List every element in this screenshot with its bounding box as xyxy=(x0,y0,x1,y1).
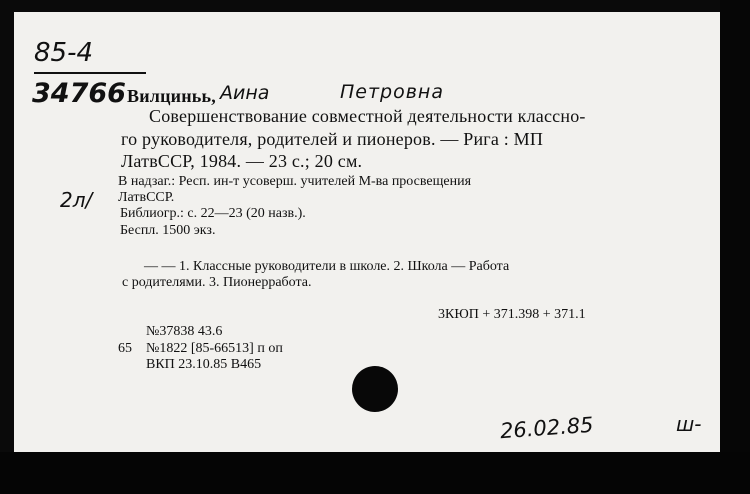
registry-line-2: №1822 [85-66513] п оп xyxy=(146,341,283,356)
handwritten-shelfmark-top: 85-4 xyxy=(34,38,94,68)
registry-line-3: ВКП 23.10.85 В465 xyxy=(146,357,262,372)
scan-border-bottom xyxy=(0,452,750,494)
subjects-line-2: с родителями. 3. Пионерработа. xyxy=(122,275,312,290)
price-and-print-run: Беспл. 1500 экз. xyxy=(120,223,216,238)
handwritten-margin-mark: 2л/ xyxy=(60,188,93,212)
handwritten-initials: ш- xyxy=(676,412,702,436)
registry-line-2-prefix: 65 xyxy=(118,341,132,356)
handwritten-shelfmark-bottom: 34766 xyxy=(32,78,126,109)
scan-border-right xyxy=(720,0,750,494)
handwritten-given-names: Аина xyxy=(220,82,270,104)
registry-line-1: №37838 43.6 xyxy=(146,324,223,339)
classification-codes: 3КЮП + 371.398 + 371.1 xyxy=(438,307,586,322)
bibliography-note: Библиогр.: с. 22—23 (20 назв.). xyxy=(120,206,306,221)
handwritten-patronymic: Петровна xyxy=(340,81,444,103)
title-line-1: Совершенствование совместной деятельности классно- xyxy=(149,106,586,126)
note-line-1: В надзаг.: Респ. ин-т усоверш. учителей М-ва просвещения xyxy=(118,174,472,189)
title-line-2: го руководителя, родителей и пионеров. — Рига : МП xyxy=(121,129,544,149)
shelfmark-divider xyxy=(34,72,146,74)
author-surname: Вилциньь, xyxy=(127,86,216,106)
title-line-3: ЛатвССР, 1984. — 23 с.; 20 см. xyxy=(121,151,363,171)
subjects-line-1: — — 1. Классные руководители в школе. 2. Школа — Работа xyxy=(144,259,510,274)
card-punch-hole xyxy=(352,366,398,412)
note-line-2: ЛатвССР. xyxy=(118,190,175,205)
handwritten-date-stamp: 26.02.85 xyxy=(499,412,595,444)
